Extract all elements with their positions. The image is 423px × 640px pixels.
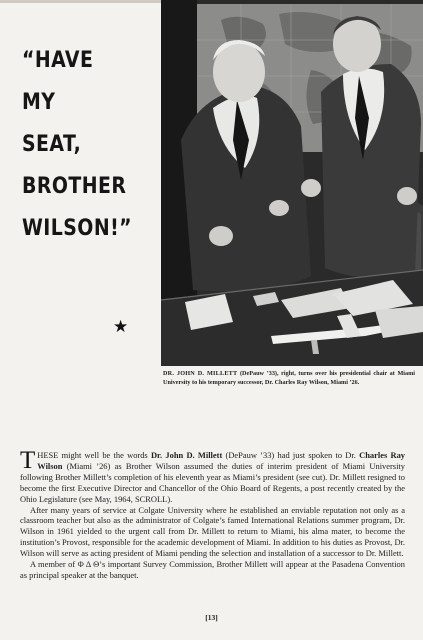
photo-caption: [163, 369, 415, 387]
drop-cap: T: [20, 447, 36, 474]
headline-line-2: MY: [22, 90, 56, 115]
article-body: [20, 447, 406, 581]
headline-line-4: BROTHER: [22, 174, 127, 199]
headline-line-5: WILSON!”: [22, 216, 133, 241]
paragraph-3: A member of Φ Δ Θ’s important Survey Commission, Brother Millett will appear at the Pasadena Convention as principal speaker at the banquet.: [20, 559, 405, 580]
headline-line-3: SEAT,: [22, 132, 82, 157]
p1-name-millett: Dr. John D. Millett: [150, 450, 223, 460]
p1-name-wilson: Charles Ray Wilson: [37, 450, 406, 471]
headline-line-1: “HAVE: [22, 48, 94, 73]
two-men-at-desk-photo: [161, 0, 423, 366]
caption-lead: DR. JOHN D. MILLETT: [163, 370, 238, 377]
headline: [22, 40, 151, 250]
p1-part1: HESE might well be the words: [37, 450, 151, 460]
star-ornament: ★: [113, 317, 129, 336]
paragraph-1: [20, 447, 406, 505]
page-number: [13]: [205, 613, 218, 622]
caption-text: (DePauw ’33), right, turns over his presidential chair at Miami University to his temporary successor, Dr. Charles Ray Wilson, Miami ’26.: [163, 370, 415, 386]
p1-part2: (DePauw ’33) had just spoken to Dr.: [222, 450, 360, 460]
p1-part3: (Miami ’26) as Brother Wilson assumed the duties of interim president of Miami University following Brother Millett’s completion of his eleventh year as Miami’s president (see cut). Dr. Millett resigned to become the first Executive Director and Chancellor of the Ohio Board of Regents, a post recently created by the Ohio Legislature (see May, 1964, SCROLL).: [20, 460, 405, 504]
paragraph-2: After many years of service at Colgate University where he established an enviable reputation not only as a classroom teacher but also as the administrator of Colgate’s famed International Relations summer program, Dr. Wilson in 1961 yielded to the urgent call from Dr. Millett to return to Miami, his alma mater, to become the institution’s Provost, responsible for the academic development of Miami. In addition to his duties as Provost, Dr. Wilson will serve as acting president of Miami pending the selection and installation of a successor to Dr. Millett.: [20, 504, 405, 559]
